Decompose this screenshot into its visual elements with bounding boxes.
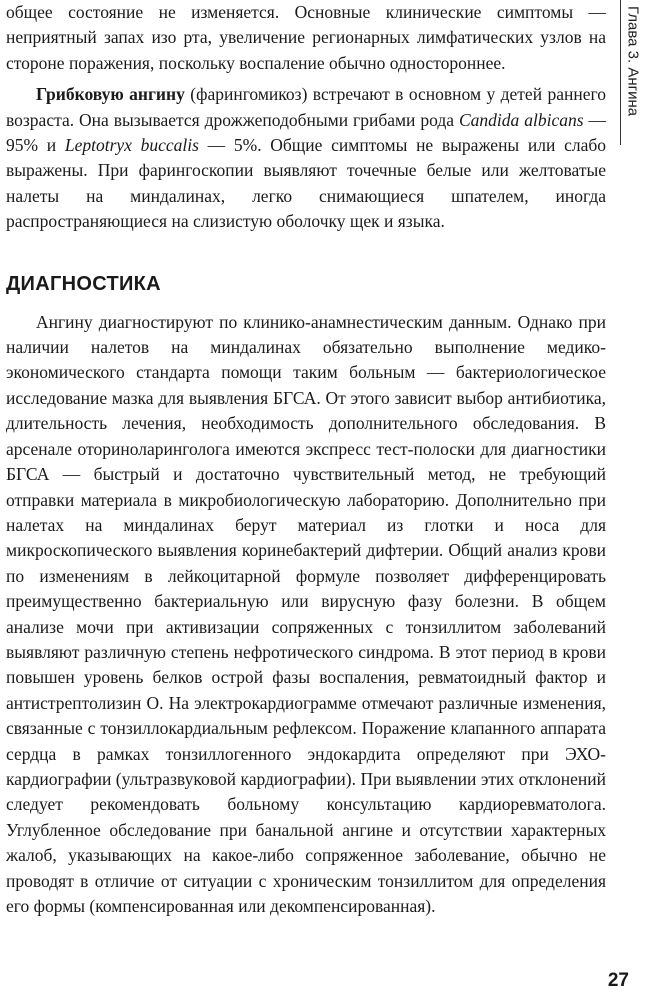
section-heading-diagnostics: ДИАГНОСТИКА <box>6 272 161 295</box>
paragraph-2-text-1: (фарингомикоз) встречают в основном у детей раннего возраста. Она вызывается дрожжеподобными грибами рода <box>6 84 606 130</box>
species-leptotryx: Leptotryx buccalis <box>64 135 199 156</box>
page-number: 27 <box>607 970 629 991</box>
text-column <box>6 0 606 919</box>
species-candida: Candida albicans <box>459 109 584 130</box>
chapter-tab <box>620 0 645 145</box>
paragraph-fungal-angina <box>6 82 606 234</box>
paragraph-2-text-2: — 95% и <box>6 109 606 156</box>
paragraph-1: общее состояние не изменяется. Основные клинические симптомы — неприятный запах изо рта, увеличение регионарных лимфатических узлов на стороне поражения, поскольку воспаление обычно одностороннее. <box>6 2 606 73</box>
fungal-angina-term: Грибковую ангину <box>36 84 185 105</box>
paragraph-diagnostics: Ангину диагностируют по клинико-анамнестическим данным. Однако при наличии налетов на миндалинах обязательно выполнение медико-экономического стандарта помощи таким больным — бактериологическое исследование мазка для выявления БГСА. От этого зависит выбор антибиотика, длительность лечения, необходимость дополнительного обследования. В арсенале оториноларинголога имеются экспресс тест-полоски для диагностики БГСА — быстрый и достаточно чувствительный метод, не требующий отправки материала в микробиологическую лабораторию. Дополнительно при налетах на миндалинах берут материал из глотки и носа для микроскопического выявления коринебактерий дифтерии. Общий анализ крови по изменениям в лейкоцитарной формуле позволяет дифференцировать преимущественно бактериальную или вирусную фазу болезни. В общем анализе мочи при активизации сопряженных с тонзиллитом заболеваний выявляют различную степень нефротического синдрома. В этот период в крови повышен уровень белков острой фазы воспаления, ревматоидный фактор и антистрептолизин О. На электрокардиограмме отмечают различные изменения, связанные с тонзиллокардиальным рефлексом. Поражение клапанного аппарата сердца в рамках тонзиллогенного эндокардита определяют при ЭХО-кардиографии (ультразвуковой кардиографии). При выявлении этих отклонений следует рекомендовать больному консультацию кардиоревматолога. Углубленное обследование при банальной ангине и отсутствии характерных жалоб, указывающих на какое-либо сопряженное заболевание, обычно не проводят в отличие от ситуации с хроническим тонзиллитом для определения его формы (компенсированная или декомпенсированная). <box>6 311 606 916</box>
chapter-tab-label: Глава 3. Ангина <box>624 6 642 117</box>
paragraph-2-text-3: — 5%. Общие симптомы не выражены или слабо выражены. При фарингоскопии выявляют точечные белые или желтоватые налеты на миндалинах, легко снимающиеся шпателем, иногда распространяющиеся на слизистую оболочку щек и языка. <box>6 135 606 232</box>
